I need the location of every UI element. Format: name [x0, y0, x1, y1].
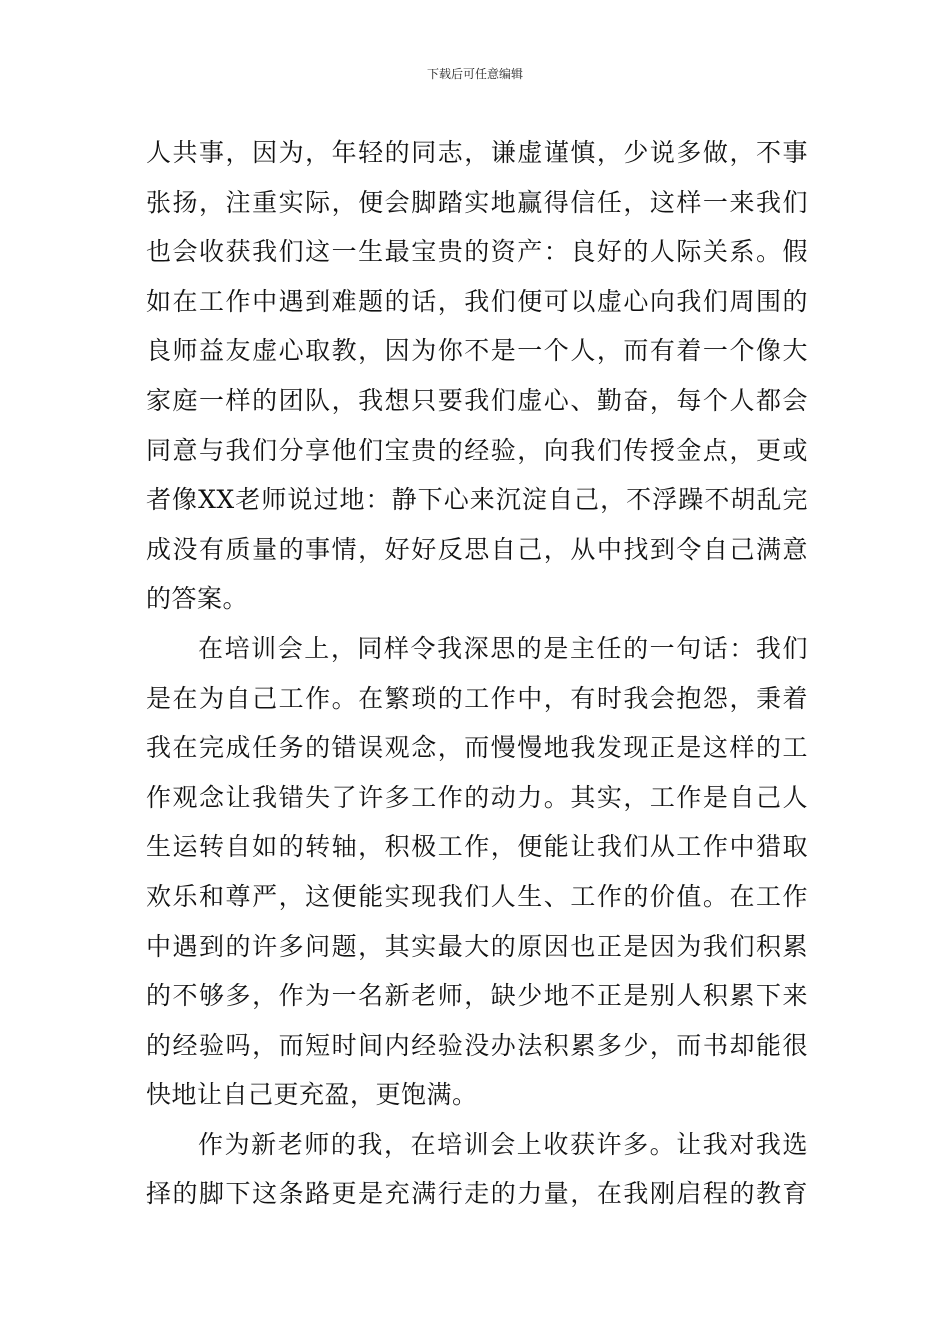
- text-line: 张扬，注重实际，便会脚踏实地赢得信任，这样一来我们: [146, 187, 808, 217]
- text-line: 的答案。: [146, 584, 249, 614]
- text-line: 的不够多，作为一名新老师，缺少地不正是别人积累下来: [146, 981, 808, 1011]
- text-line: 的经验吗，而短时间内经验没办法积累多少，而书却能很: [146, 1030, 808, 1060]
- text-line: 同意与我们分享他们宝贵的经验，向我们传授金点，更或: [146, 435, 808, 465]
- body-text: [146, 128, 808, 1219]
- paragraph-3: [146, 1120, 808, 1219]
- text-line: 作为新老师的我，在培训会上收获许多。让我对我选: [198, 1129, 808, 1159]
- paragraph-2: [146, 624, 808, 1120]
- text-line: 中遇到的许多问题，其实最大的原因也正是因为我们积累: [146, 931, 808, 961]
- text-line: 生运转自如的转轴，积极工作，便能让我们从工作中猎取: [146, 832, 808, 862]
- text-line: 家庭一样的团队，我想只要我们虚心、勤奋，每个人都会: [146, 385, 808, 415]
- text-line: 人共事，因为，年轻的同志，谦虚谨慎，少说多做，不事: [146, 138, 808, 167]
- page-header: 下载后可任意编辑: [426, 67, 523, 81]
- text-line: 是在为自己工作。在繁琐的工作中，有时我会抱怨，秉着: [146, 683, 808, 713]
- text-line: 我在完成任务的错误观念，而慢慢地我发现正是这样的工: [146, 733, 808, 763]
- text-line: 欢乐和尊严，这便能实现我们人生、工作的价值。在工作: [146, 881, 808, 911]
- text-line: 作观念让我错失了许多工作的动力。其实，工作是自己人: [146, 782, 808, 812]
- text-line: 成没有质量的事情，好好反思自己，从中找到令自己满意: [146, 534, 808, 564]
- paragraph-1: [146, 128, 808, 624]
- text-line: 如在工作中遇到难题的话，我们便可以虚心向我们周围的: [146, 286, 808, 316]
- text-line: 也会收获我们这一生最宝贵的资产：良好的人际关系。假: [146, 237, 808, 267]
- text-line: 在培训会上，同样令我深思的是主任的一句话：我们: [198, 633, 808, 663]
- text-line: 快地让自己更充盈，更饱满。: [146, 1080, 478, 1110]
- text-line: 择的脚下这条路更是充满行走的力量，在我刚启程的教育: [146, 1179, 808, 1209]
- text-line: 者像XX老师说过地：静下心来沉淀自己，不浮躁不胡乱完: [146, 485, 808, 515]
- text-line: 良师益友虚心取教，因为你不是一个人，而有着一个像大: [146, 336, 808, 366]
